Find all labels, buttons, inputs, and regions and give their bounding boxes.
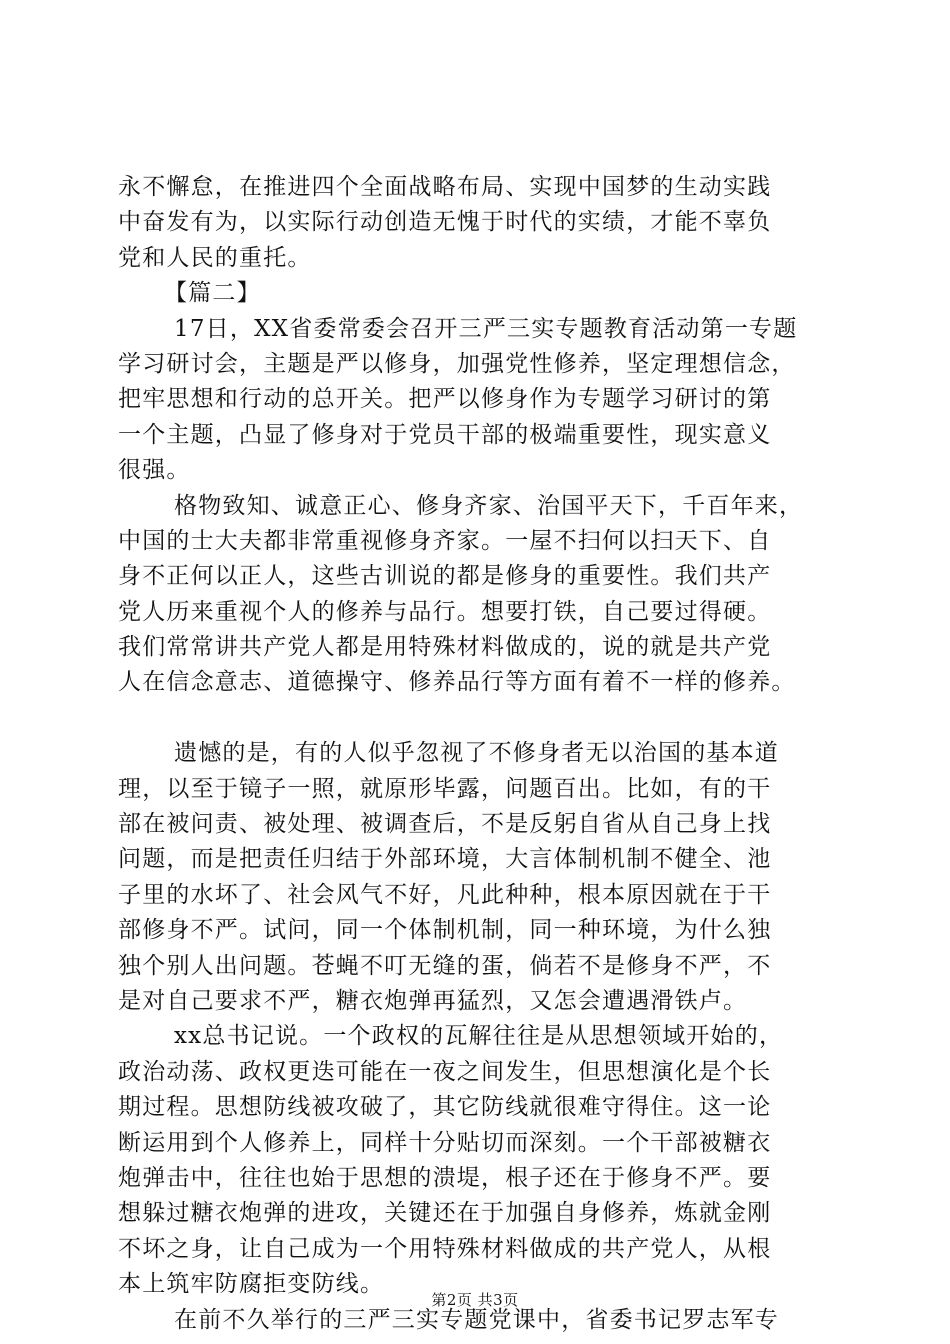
text-line: 党和人民的重托。 xyxy=(118,244,312,271)
text-line: 永不懈怠，在推进四个全面战略布局、实现中国梦的生动实践 xyxy=(118,174,772,200)
text-line: 期过程。思想防线被攻破了，其它防线就很难守得住。这一论 xyxy=(118,1094,772,1121)
document-body xyxy=(118,170,858,1338)
text-line: 在前不久举行的三严三实专题党课中，省委书记罗志军专 xyxy=(174,1306,779,1333)
text-line: 不坏之身，让自己成为一个用特殊材料做成的共产党人，从根 xyxy=(118,1235,772,1262)
paragraph xyxy=(118,736,858,1019)
paragraph xyxy=(118,489,858,701)
text-line: 遗憾的是，有的人似乎忽视了不修身者无以治国的基本道 xyxy=(174,740,779,767)
text-line: 中奋发有为，以实际行动创造无愧于时代的实绩，才能不辜负 xyxy=(118,209,772,236)
blank-line xyxy=(118,701,858,736)
text-line: 很强。 xyxy=(118,457,191,484)
text-line: 把牢思想和行动的总开关。把严以修身作为专题学习研讨的第 xyxy=(118,386,772,413)
text-line: 炮弹击中，往往也始于思想的溃堤，根子还在于修身不严。要 xyxy=(118,1164,772,1191)
text-line: 党人历来重视个人的修养与品行。想要打铁，自己要过得硬。 xyxy=(118,598,772,625)
text-line: 一个主题，凸显了修身对于党员干部的极端重要性，现实意义 xyxy=(118,421,772,448)
text-line: 是对自己要求不严，糖衣炮弹再猛烈，又怎会遭遇滑铁卢。 xyxy=(118,987,748,1014)
paragraph xyxy=(118,312,858,489)
text-line: 人在信念意志、道德操守、修养品行等方面有着不一样的修养。 xyxy=(118,669,796,696)
text-line: 中国的士大夫都非常重视修身齐家。一屋不扫何以扫天下、自 xyxy=(118,527,772,554)
text-line: 问题，而是把责任归结于外部环境，大言体制机制不健全、池 xyxy=(118,846,772,873)
text-line: 我们常常讲共产党人都是用特殊材料做成的，说的就是共产党 xyxy=(118,634,772,661)
text-line: 格物致知、诚意正心、修身齐家、治国平天下，千百年来， xyxy=(174,492,804,519)
text-line: xx总书记说。一个政权的瓦解往往是从思想领域开始的， xyxy=(174,1023,784,1050)
paragraph xyxy=(118,1019,858,1302)
text-line: 部修身不严。试问，同一个体制机制，同一种环境，为什么独 xyxy=(118,917,772,944)
text-line: 理，以至于镜子一照，就原形毕露，问题百出。比如，有的干 xyxy=(118,775,772,802)
text-line: 子里的水坏了、社会风气不好，凡此种种，根本原因就在于干 xyxy=(118,881,772,908)
text-line: 部在被问责、被处理、被调查后，不是反躬自省从自己身上找 xyxy=(118,811,772,838)
text-line: 本上筑牢防腐拒变防线。 xyxy=(118,1271,385,1298)
text-line: 断运用到个人修养上，同样十分贴切而深刻。一个干部被糖衣 xyxy=(118,1129,772,1156)
text-line: 【篇二】 xyxy=(164,280,261,307)
text-line: 政治动荡、政权更迭可能在一夜之间发生，但思想演化是个长 xyxy=(118,1058,772,1085)
text-line: 17日，XX省委常委会召开三严三实专题教育活动第一专题 xyxy=(174,315,798,342)
page-footer: 第2页 共3页 xyxy=(431,1291,519,1309)
text-line: 想躲过糖衣炮弹的进攻，关键还在于加强自身修养，炼就金刚 xyxy=(118,1200,772,1227)
text-line: 独个别人出问题。苍蝇不叮无缝的蛋，倘若不是修身不严，不 xyxy=(118,952,772,979)
paragraph xyxy=(118,170,858,276)
section-heading xyxy=(118,276,858,311)
text-line: 学习研讨会，主题是严以修身，加强党性修养，坚定理想信念， xyxy=(118,350,796,377)
text-line: 身不正何以正人，这些古训说的都是修身的重要性。我们共产 xyxy=(118,563,772,590)
